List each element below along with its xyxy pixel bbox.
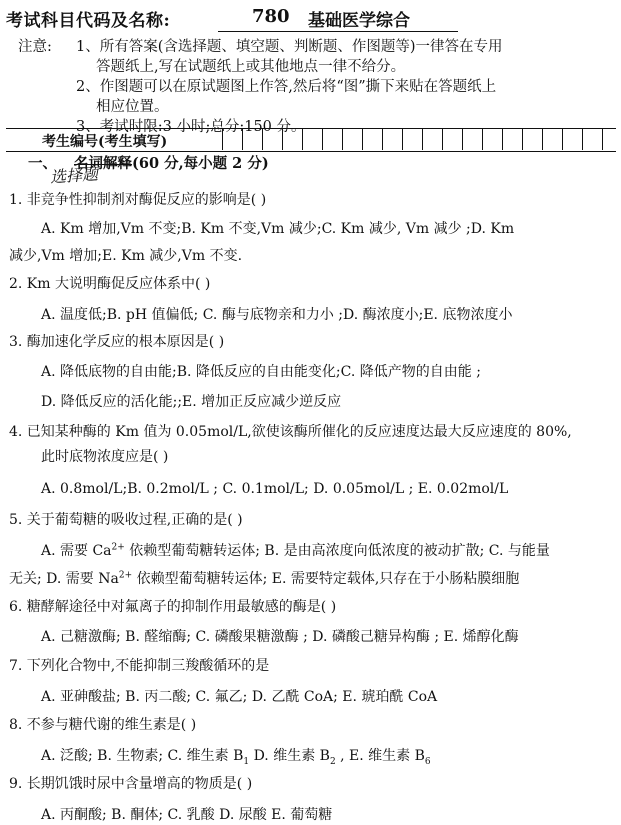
examinee-number-box[interactable]: [542, 129, 562, 150]
examinee-number-label: 考生编号(考生填写): [42, 134, 168, 150]
option-text: A. 需要 Ca: [41, 543, 112, 559]
option-text: A. 泛酸; B. 生物素; C. 维生素 B: [41, 748, 244, 764]
examinee-number-box[interactable]: [322, 129, 342, 150]
examinee-number-row: [6, 128, 616, 152]
note-1-continued: 答题纸上,写在试题纸上或其他地点一律不给分。: [96, 59, 406, 75]
examinee-number-box[interactable]: [562, 129, 582, 150]
examinee-number-box[interactable]: [522, 129, 542, 150]
question-stem: 2. Km 大说明酶促反应体系中( ): [9, 276, 211, 292]
question-options-continued: D. 降低反应的活化能;;E. 增加正反应减少逆反应: [41, 394, 342, 410]
examinee-number-boxes[interactable]: [222, 129, 621, 151]
subject-name: 基础医学综合: [308, 11, 410, 31]
question-options: A. 降低底物的自由能;B. 降低反应的自由能变化;C. 降低产物的自由能 ;: [41, 364, 481, 380]
question-options-continued: 减少,Vm 增加;E. Km 减少,Vm 不变.: [9, 248, 243, 264]
note-1: 1、所有答案(含选择题、填空题、判断题、作图题等)一律答在专用: [76, 39, 503, 55]
examinee-number-box[interactable]: [462, 129, 482, 150]
question-options: A. 温度低;B. pH 值偏低; C. 酶与底物亲和力小 ;D. 酶浓度小;E. 底物浓度小: [41, 307, 513, 323]
subscript: 1: [243, 756, 250, 767]
question-options: [41, 540, 550, 560]
examinee-number-box[interactable]: [422, 129, 442, 150]
option-text: 依赖型葡萄糖转运体; B. 是由高浓度向低浓度的被动扩散; C. 与能量: [124, 543, 550, 559]
examinee-number-box[interactable]: [262, 129, 282, 150]
examinee-number-box[interactable]: [302, 129, 322, 150]
examinee-number-box[interactable]: [402, 129, 422, 150]
exam-notes: [18, 37, 608, 137]
option-text: 无关; D. 需要 Na: [9, 571, 119, 587]
note-2: 2、作图题可以在原试题图上作答,然后将“图”撕下来贴在答题纸上: [76, 79, 497, 95]
question-options-continued: [9, 568, 519, 588]
superscript: 2+: [118, 570, 133, 581]
section-title: 名词解释: [74, 155, 132, 172]
question-stem: 7. 下列化合物中,不能抑制三羧酸循环的是: [9, 658, 270, 674]
question-options: A. 丙酮酸; B. 酮体; C. 乳酸 D. 尿酸 E. 葡萄糖: [41, 807, 333, 823]
option-text: , E. 维生素 B: [335, 748, 425, 764]
subscript: 6: [424, 756, 431, 767]
exam-header: [6, 6, 616, 32]
section-number: 一、: [28, 155, 57, 172]
section-points: (60 分,每小题 2 分): [132, 155, 269, 172]
handwritten-correction: 选择题: [49, 164, 99, 187]
examinee-number-box[interactable]: [342, 129, 362, 150]
question-stem: 3. 酶加速化学反应的根本原因是( ): [9, 334, 225, 350]
subject-code: 780: [252, 6, 290, 27]
examinee-number-box[interactable]: [582, 129, 602, 150]
question-stem: 8. 不参与糖代谢的维生素是( ): [9, 717, 197, 733]
subject-label: 考试科目代码及名称:: [6, 11, 171, 31]
question-stem: 9. 长期饥饿时尿中含量增高的物质是( ): [9, 776, 253, 792]
note-2-continued: 相应位置。: [96, 99, 169, 115]
examinee-number-box[interactable]: [502, 129, 522, 150]
examinee-number-box[interactable]: [602, 129, 621, 150]
examinee-number-box[interactable]: [382, 129, 402, 150]
question-options: A. 亚砷酸盐; B. 丙二酸; C. 氟乙; D. 乙酰 CoA; E. 琥珀酰 CoA: [41, 689, 438, 705]
notes-prefix: 注意:: [18, 39, 52, 55]
question-stem: 1. 非竞争性抑制剂对酶促反应的影响是( ): [9, 192, 267, 208]
question-stem: 4. 已知某种酶的 Km 值为 0.05mol/L,欲使该酶所催化的反应速度达最大反应速度的 80%,: [9, 424, 572, 440]
subject-underline: [218, 31, 458, 32]
examinee-number-box[interactable]: [222, 129, 242, 150]
examinee-number-box[interactable]: [482, 129, 502, 150]
subscript: 2: [329, 756, 336, 767]
examinee-number-box[interactable]: [282, 129, 302, 150]
question-options: A. 0.8mol/L;B. 0.2mol/L ; C. 0.1mol/L; D. 0.05mol/L ; E. 0.02mol/L: [41, 481, 509, 497]
question-options: [41, 745, 431, 767]
examinee-number-box[interactable]: [442, 129, 462, 150]
question-stem-continued: 此时底物浓度应是( ): [41, 449, 169, 465]
superscript: 2+: [111, 542, 125, 553]
option-text: 依赖型葡萄糖转运体; E. 需要特定载体,只存在于小肠粘膜细胞: [132, 571, 520, 587]
examinee-number-box[interactable]: [242, 129, 262, 150]
question-options: A. Km 增加,Vm 不变;B. Km 不变,Vm 减少;C. Km 减少, Vm 减少 ;D. Km: [41, 221, 515, 237]
option-text: D. 维生素 B: [249, 748, 330, 764]
question-options: A. 己糖激酶; B. 醛缩酶; C. 磷酸果糖激酶 ; D. 磷酸己糖异构酶 ; E. 烯醇化酶: [41, 629, 519, 645]
examinee-number-box[interactable]: [362, 129, 382, 150]
question-stem: 6. 糖酵解途径中对氟离子的抑制作用最敏感的酶是( ): [9, 599, 337, 615]
question-stem: 5. 关于葡萄糖的吸收过程,正确的是( ): [9, 512, 243, 528]
note-3: 3、考试时限:3 小时;总分:150 分。: [76, 119, 306, 135]
